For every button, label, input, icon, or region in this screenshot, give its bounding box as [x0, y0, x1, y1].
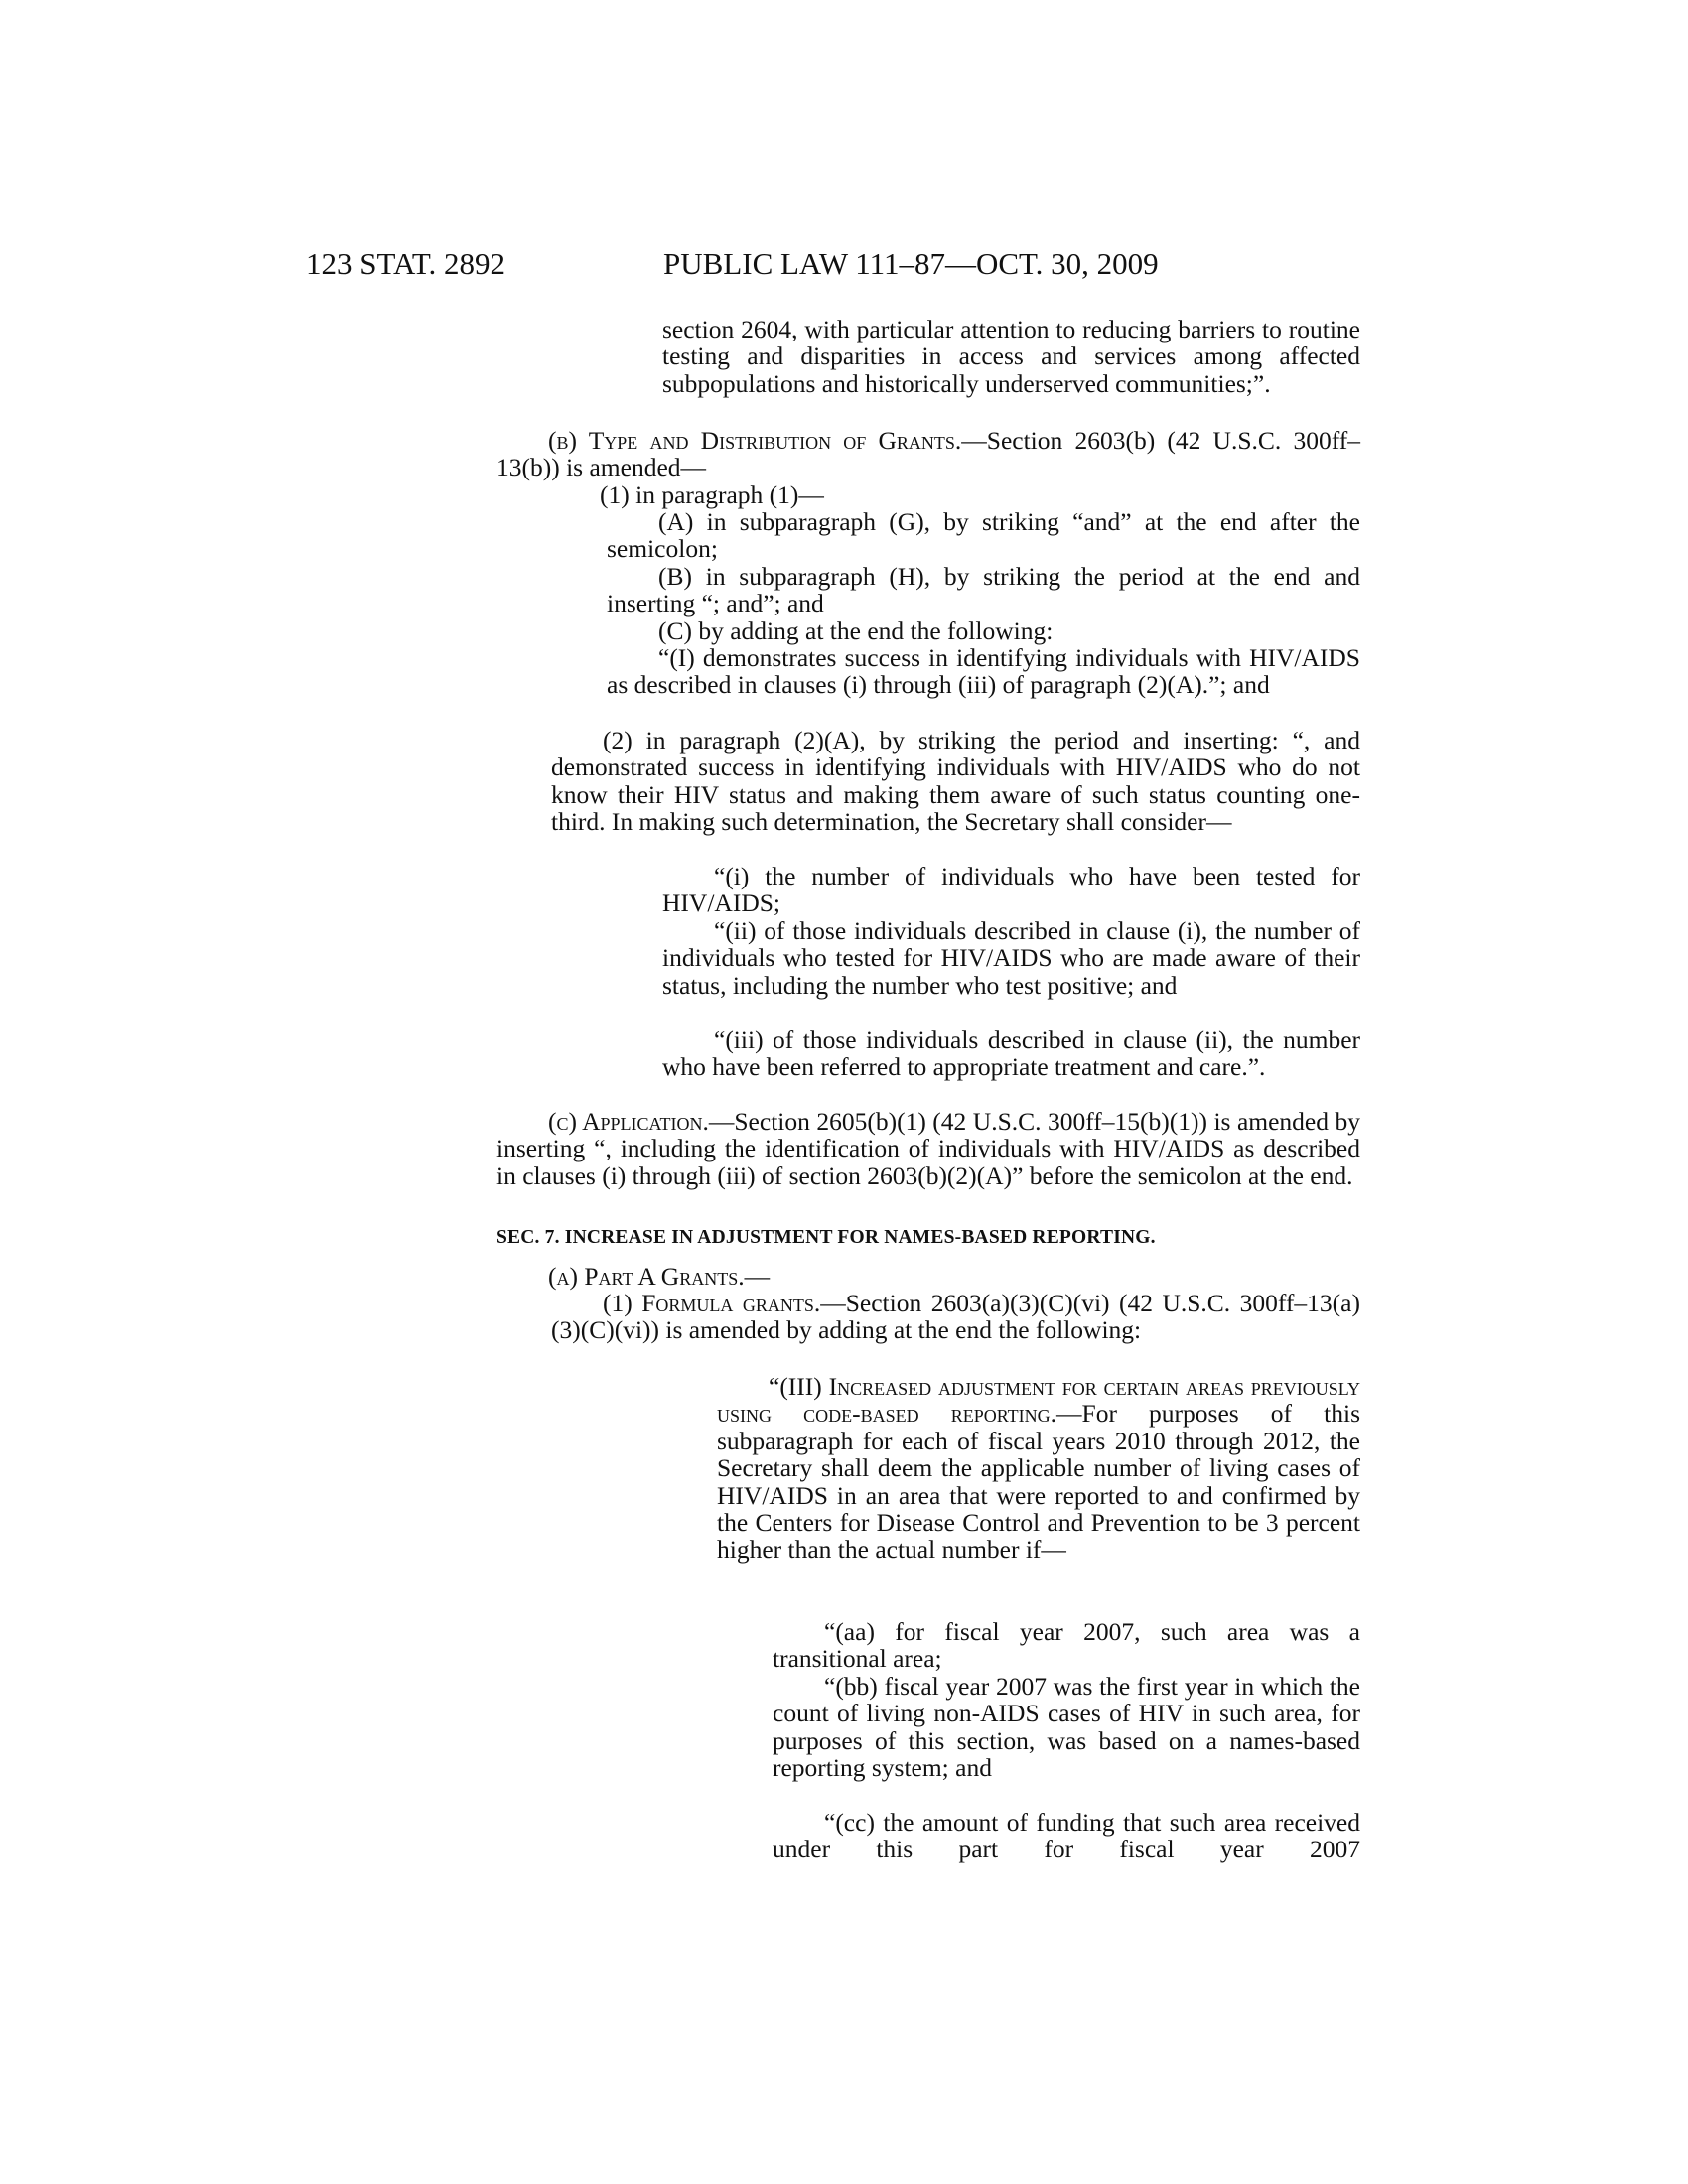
subsection-b-text: —Section 2603(b) (42 U.S.C. 300ff–13(b)) is amended—: [496, 426, 1361, 482]
subsection-a-heading: (a) Part A Grants.: [548, 1262, 745, 1291]
section-7-heading: SEC. 7. INCREASE IN ADJUSTMENT FOR NAMES-BASED REPORTING.: [496, 1227, 1156, 1248]
clause-ii: “(ii) of those individuals described in clause (i), the number of individuals who tested for HIV/AIDS who are made aware of their status, including the number who test positive; and: [662, 916, 1360, 1000]
subsection-b: [496, 427, 1360, 481]
paragraph-1: (1) in paragraph (1)—: [600, 480, 824, 509]
subsection-c-text: —Section 2605(b)(1) (42 U.S.C. 300ff–15(b)(1)) is amended by inserting “, including the identification of individuals with HIV/AIDS as described in clauses (i) through (iii) of section 2603(b)(2)(A)” before the semicolon at the end.: [496, 1107, 1360, 1190]
formula-grants-heading: (1) Formula grants.: [603, 1289, 821, 1317]
paragraph-continuation: section 2604, with particular attention to reducing barriers to routine testing and disparities in access and services among affected subpopulations and historically underserved communities;”.: [662, 315, 1360, 398]
subsection-a-dash: —: [744, 1262, 771, 1291]
subsection-a: [496, 1263, 1360, 1290]
subsection-c: [496, 1108, 1360, 1189]
subsection-b-heading: (b) Type and Distribution of Grants.: [548, 426, 962, 455]
subparagraph-b: (B) in subparagraph (H), by striking the period at the end and inserting “; and”; and: [607, 562, 1360, 618]
paragraph-2: (2) in paragraph (2)(A), by striking the period and inserting: “, and demonstrated success in identifying individuals with HIV/AIDS who do not know their HIV status and making them aware of such status counting one-third. In making such determination, the Secretary shall consider—: [551, 726, 1360, 837]
subclause-iii: [717, 1373, 1360, 1564]
subparagraph-a: (A) in subparagraph (G), by striking “and” at the end after the semicolon;: [607, 507, 1360, 564]
clause-i: “(i) the number of individuals who have been tested for HIV/AIDS;: [662, 862, 1360, 918]
clause-iii: “(iii) of those individuals described in clause (ii), the number who have been referred to appropriate treatment and care.”.: [662, 1025, 1360, 1082]
page-stat-number: 123 STAT. 2892: [306, 246, 506, 281]
item-cc: “(cc) the amount of funding that such area received under this part for fiscal year 2007: [773, 1808, 1360, 1864]
subsection-c-heading: (c) Application.: [548, 1107, 709, 1136]
subclause-iii-text: —For purposes of this subparagraph for each of fiscal years 2010 through 2012, the Secretary shall deem the applicable number of living cases of HIV/AIDS in an area that were reported to and confirmed by the Centers for Disease Control and Prevention to be 3 percent higher than the actual number if—: [717, 1399, 1360, 1565]
formula-grants-paragraph: [551, 1290, 1360, 1344]
subclause-iii-heading: Increased adjustment for certain areas previously using code-based reporting.: [717, 1372, 1360, 1429]
running-head-title: PUBLIC LAW 111–87—OCT. 30, 2009: [663, 246, 1159, 281]
item-bb: “(bb) fiscal year 2007 was the first year in which the count of living non-AIDS cases of HIV in such area, for purposes of this section, was based on a names-based reporting system; and: [773, 1672, 1360, 1783]
subclause-iii-open: “(III): [769, 1372, 829, 1401]
item-aa: “(aa) for fiscal year 2007, such area was a transitional area;: [773, 1617, 1360, 1674]
subparagraph-c: (C) by adding at the end the following:: [658, 616, 1054, 645]
inserted-clause-i: “(I) demonstrates success in identifying individuals with HIV/AIDS as described in clauses (i) through (iii) of paragraph (2)(A).”; and: [607, 643, 1360, 700]
formula-grants-text: —Section 2603(a)(3)(C)(vi) (42 U.S.C. 300ff–13(a)(3)(C)(vi)) is amended by adding at the end the following:: [551, 1289, 1360, 1345]
